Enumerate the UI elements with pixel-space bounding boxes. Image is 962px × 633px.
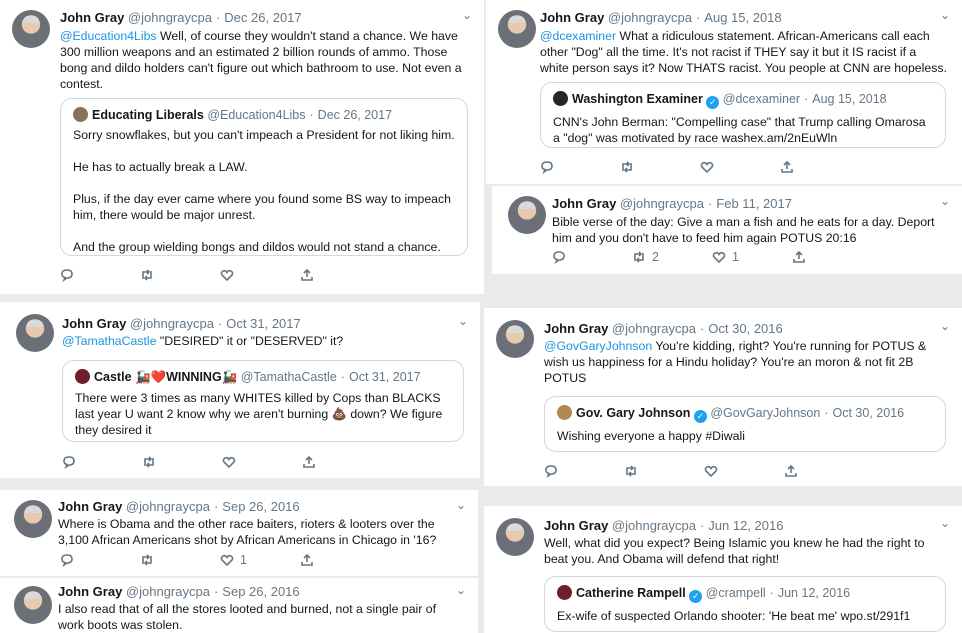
avatar[interactable] bbox=[498, 10, 536, 48]
tweet-date[interactable]: Sep 26, 2016 bbox=[222, 499, 300, 514]
quoted-handle: @dcexaminer bbox=[722, 92, 801, 106]
quoted-text: Ex-wife of suspected Orlando shooter: 'He beat me' wpo.st/291f1 bbox=[557, 609, 911, 623]
reply-icon bbox=[62, 455, 76, 469]
share-icon bbox=[302, 455, 316, 469]
like-icon bbox=[220, 553, 234, 567]
verified-badge-icon: ✓ bbox=[706, 96, 719, 109]
tweet-date[interactable]: Oct 31, 2017 bbox=[226, 316, 301, 331]
reply-icon bbox=[544, 464, 558, 478]
tweet-actions bbox=[544, 464, 864, 478]
share-button[interactable] bbox=[780, 160, 860, 174]
tweet-text: @Education4Libs Well, of course they wouldn't stand a chance. We have 300 million weapons and an estimated 2 billion rounds of ammo. Those bong and dildo holders can't figure out which bathroom to use. Not even a contest. bbox=[60, 29, 462, 91]
quoted-handle: @TamathaCastle bbox=[240, 370, 337, 384]
tweet-actions bbox=[60, 268, 380, 282]
tweet-card[interactable] bbox=[0, 490, 478, 576]
mention-link[interactable]: @GovGaryJohnson bbox=[544, 339, 653, 353]
avatar[interactable] bbox=[496, 518, 534, 556]
tweet-card[interactable] bbox=[492, 186, 962, 274]
tweet-card[interactable] bbox=[0, 0, 484, 294]
retweet-icon bbox=[140, 553, 154, 567]
chevron-down-icon[interactable]: ⌄ bbox=[939, 516, 950, 530]
reply-button[interactable] bbox=[60, 553, 140, 567]
tweet-text: @TamathaCastle "DESIRED" it or "DESERVED" it? bbox=[62, 334, 344, 348]
tweet-header: John Gray @johngraycpa · Sep 26, 2016 bbox=[58, 584, 300, 599]
tweet-date[interactable]: Feb 11, 2017 bbox=[716, 196, 792, 211]
reply-button[interactable] bbox=[62, 455, 142, 469]
quoted-name: Washington Examiner bbox=[572, 92, 703, 106]
author-name[interactable]: John Gray bbox=[58, 584, 123, 599]
tweet-card[interactable] bbox=[484, 308, 962, 486]
tweet-header: John Gray @johngraycpa · Sep 26, 2016 bbox=[58, 499, 300, 514]
mention-link[interactable]: @TamathaCastle bbox=[62, 334, 157, 348]
like-button[interactable] bbox=[220, 268, 300, 282]
like-icon bbox=[220, 268, 234, 282]
avatar[interactable] bbox=[16, 314, 54, 352]
author-handle[interactable]: @johngraycpa bbox=[127, 10, 212, 25]
chevron-down-icon[interactable]: ⌄ bbox=[939, 8, 950, 22]
tweet-actions bbox=[540, 160, 860, 174]
like-button[interactable]: 1 bbox=[220, 553, 300, 567]
verified-badge-icon: ✓ bbox=[689, 590, 702, 603]
avatar[interactable] bbox=[508, 196, 546, 234]
tweet-actions bbox=[60, 553, 380, 567]
retweet-icon bbox=[620, 160, 634, 174]
like-icon bbox=[712, 250, 726, 264]
tweet-text: Bible verse of the day: Give a man a fish and he eats for a day. Deport him and you don't have to feed him again POTUS 20:16 bbox=[552, 215, 935, 245]
author-name[interactable]: John Gray bbox=[544, 321, 609, 336]
retweet-icon bbox=[624, 464, 638, 478]
reply-icon bbox=[552, 250, 566, 264]
like-button[interactable] bbox=[704, 464, 784, 478]
share-icon bbox=[300, 268, 314, 282]
share-icon bbox=[784, 464, 798, 478]
reply-button[interactable] bbox=[544, 464, 624, 478]
author-name[interactable]: John Gray bbox=[544, 518, 609, 533]
quoted-text: Sorry snowflakes, but you can't impeach a President for not liking him. He has to actually break a LAW. Plus, if the day ever came where you found some BS way to impeach him, there would be major unrest. And the group wielding bongs and dildos would not stand a chance. bbox=[73, 128, 455, 254]
quoted-date: Aug 15, 2018 bbox=[812, 92, 887, 106]
tweet-header: John Gray @johngraycpa · Dec 26, 2017 bbox=[60, 10, 302, 25]
tweet-actions bbox=[62, 455, 382, 469]
tweet-date[interactable]: Dec 26, 2017 bbox=[224, 10, 302, 25]
chevron-down-icon[interactable]: ⌄ bbox=[461, 8, 472, 22]
quoted-avatar bbox=[557, 585, 572, 600]
quoted-handle: @GovGaryJohnson bbox=[710, 406, 821, 420]
quoted-handle: @Education4Libs bbox=[207, 108, 306, 122]
reply-icon bbox=[540, 160, 554, 174]
share-icon bbox=[780, 160, 794, 174]
author-handle[interactable]: @johngraycpa bbox=[125, 499, 210, 514]
tweet-header: John Gray @johngraycpa · Feb 11, 2017 bbox=[552, 196, 792, 211]
reply-icon bbox=[60, 553, 74, 567]
tweet-header: John Gray @johngraycpa · Aug 15, 2018 bbox=[540, 10, 782, 25]
reply-button[interactable] bbox=[552, 250, 632, 264]
tweet-header: John Gray @johngraycpa · Oct 31, 2017 bbox=[62, 316, 301, 331]
chevron-down-icon[interactable]: ⌄ bbox=[455, 498, 466, 512]
chevron-down-icon[interactable]: ⌄ bbox=[939, 319, 950, 333]
share-button[interactable] bbox=[784, 464, 864, 478]
author-handle[interactable]: @johngraycpa bbox=[607, 10, 692, 25]
quoted-avatar bbox=[73, 107, 88, 122]
tweet-text: @dcexaminer What a ridiculous statement. African-Americans call each other "Dog" all the time. It's not racist if THEY say it but it IS racist if a white person says it? Now THATS racist. You people at CNN are hopeless. bbox=[540, 29, 947, 75]
avatar[interactable] bbox=[12, 10, 50, 48]
share-button[interactable] bbox=[302, 455, 382, 469]
quoted-avatar bbox=[557, 405, 572, 420]
tweet-date[interactable]: Oct 30, 2016 bbox=[708, 321, 783, 336]
chevron-down-icon[interactable]: ⌄ bbox=[939, 194, 950, 208]
reply-icon bbox=[60, 268, 74, 282]
retweet-icon bbox=[142, 455, 156, 469]
quoted-date: Dec 26, 2017 bbox=[317, 108, 393, 122]
mention-link[interactable]: @Education4Libs bbox=[60, 29, 157, 43]
chevron-down-icon[interactable]: ⌄ bbox=[455, 583, 466, 597]
quoted-name: Catherine Rampell bbox=[576, 586, 686, 600]
quoted-handle: @crampell bbox=[705, 586, 766, 600]
reply-button[interactable] bbox=[60, 268, 140, 282]
quoted-name: Castle 🚂❤️WINNING🚂 bbox=[94, 370, 238, 384]
tweet-header: John Gray @johngraycpa · Jun 12, 2016 bbox=[544, 518, 784, 533]
author-handle[interactable]: @johngraycpa bbox=[129, 316, 214, 331]
retweet-button[interactable] bbox=[140, 268, 220, 282]
like-icon bbox=[704, 464, 718, 478]
retweet-icon bbox=[632, 250, 646, 264]
quoted-text: Wishing everyone a happy #Diwali bbox=[557, 429, 745, 443]
avatar[interactable] bbox=[14, 500, 52, 538]
like-icon bbox=[700, 160, 714, 174]
tweet-text: Well, what did you expect? Being Islamic you knew he had the right to beat you. And Obama will defend that right! bbox=[544, 536, 925, 566]
quoted-tweet[interactable]: Washington Examiner ✓ @dcexaminer · Aug 15, 2018 CNN's John Berman: "Compelling case" that Trump calling Omarosa a "dog" was motivated by race washex.am/2nEuWln bbox=[540, 82, 946, 148]
tweet-date[interactable]: Sep 26, 2016 bbox=[222, 584, 300, 599]
chevron-down-icon[interactable]: ⌄ bbox=[457, 314, 468, 328]
share-icon bbox=[792, 250, 806, 264]
reply-button[interactable] bbox=[540, 160, 620, 174]
author-handle[interactable]: @johngraycpa bbox=[611, 321, 696, 336]
quoted-text: CNN's John Berman: "Compelling case" that Trump calling Omarosa a "dog" was motivated by race washex.am/2nEuWln bbox=[553, 115, 926, 145]
quoted-tweet[interactable]: Castle 🚂❤️WINNING🚂 @TamathaCastle · Oct 31, 2017 There were 3 times as many WHITES killed by Cops than BLACKS last year U want 2 know why we aren't burning 💩 down? We figure they desired it bbox=[62, 360, 464, 442]
avatar[interactable] bbox=[14, 586, 52, 624]
tweet-text: @GovGaryJohnson You're kidding, right? You're running for POTUS & wish us happiness for a Hindu holiday? You're an moron & not fit 2B POTUS bbox=[544, 339, 927, 385]
avatar[interactable] bbox=[496, 320, 534, 358]
tweet-text: Where is Obama and the other race baiters, rioters & looters over the 3,100 African Americans shot by African Americans in Chicago in '16? bbox=[58, 517, 437, 547]
like-button[interactable] bbox=[222, 455, 302, 469]
retweet-button[interactable] bbox=[142, 455, 222, 469]
author-name[interactable]: John Gray bbox=[60, 10, 125, 25]
quoted-text: There were 3 times as many WHITES killed by Cops than BLACKS last year U want 2 know why we aren't burning 💩 down? We figure they desired it bbox=[75, 391, 443, 437]
author-name[interactable]: John Gray bbox=[62, 316, 127, 331]
author-handle[interactable]: @johngraycpa bbox=[125, 584, 210, 599]
share-button[interactable] bbox=[300, 553, 380, 567]
quoted-tweet[interactable]: Gov. Gary Johnson ✓ @GovGaryJohnson · Oct 30, 2016 Wishing everyone a happy #Diwali bbox=[544, 396, 946, 452]
author-name[interactable]: John Gray bbox=[552, 196, 617, 211]
quoted-date: Jun 12, 2016 bbox=[777, 586, 851, 600]
share-button[interactable] bbox=[792, 250, 872, 264]
retweet-button[interactable]: 2 bbox=[632, 250, 712, 264]
like-icon bbox=[222, 455, 236, 469]
verified-badge-icon: ✓ bbox=[694, 410, 707, 423]
tweet-card[interactable] bbox=[486, 0, 962, 184]
quoted-date: Oct 30, 2016 bbox=[832, 406, 905, 420]
share-icon bbox=[300, 553, 314, 567]
quoted-avatar bbox=[75, 369, 90, 384]
like-button[interactable]: 1 bbox=[712, 250, 792, 264]
quoted-name: Educating Liberals bbox=[92, 108, 204, 122]
quoted-avatar bbox=[553, 91, 568, 106]
author-name[interactable]: John Gray bbox=[540, 10, 605, 25]
tweet-card[interactable] bbox=[484, 506, 962, 633]
author-handle[interactable]: @johngraycpa bbox=[611, 518, 696, 533]
author-handle[interactable]: @johngraycpa bbox=[619, 196, 704, 211]
mention-link[interactable]: @dcexaminer bbox=[540, 29, 617, 43]
retweet-button[interactable] bbox=[140, 553, 220, 567]
quoted-date: Oct 31, 2017 bbox=[348, 370, 421, 384]
retweet-button[interactable] bbox=[624, 464, 704, 478]
tweet-card[interactable] bbox=[0, 302, 480, 478]
retweet-button[interactable] bbox=[620, 160, 700, 174]
retweet-icon bbox=[140, 268, 154, 282]
like-button[interactable] bbox=[700, 160, 780, 174]
tweet-date[interactable]: Jun 12, 2016 bbox=[708, 518, 784, 533]
tweet-header: John Gray @johngraycpa · Oct 30, 2016 bbox=[544, 321, 783, 336]
author-name[interactable]: John Gray bbox=[58, 499, 123, 514]
tweet-text: I also read that of all the stores looted and burned, not a single pair of work boots was stolen. bbox=[58, 602, 437, 632]
share-button[interactable] bbox=[300, 268, 380, 282]
tweet-card[interactable] bbox=[0, 578, 478, 633]
quoted-tweet[interactable]: Catherine Rampell ✓ @crampell · Jun 12, 2016 Ex-wife of suspected Orlando shooter: 'He beat me' wpo.st/291f1 bbox=[544, 576, 946, 632]
tweet-actions bbox=[552, 250, 872, 264]
quoted-name: Gov. Gary Johnson bbox=[576, 406, 691, 420]
tweet-date[interactable]: Aug 15, 2018 bbox=[704, 10, 782, 25]
quoted-tweet[interactable]: Educating Liberals @Education4Libs · Dec 26, 2017 Sorry snowflakes, but you can't impeach a President for not liking him. He has to actually break a LAW. Plus, if the day ever came where you found some BS way to impeach him, there would be major unrest. And the group wielding bongs and dildos would not stand a chance. bbox=[60, 98, 468, 256]
